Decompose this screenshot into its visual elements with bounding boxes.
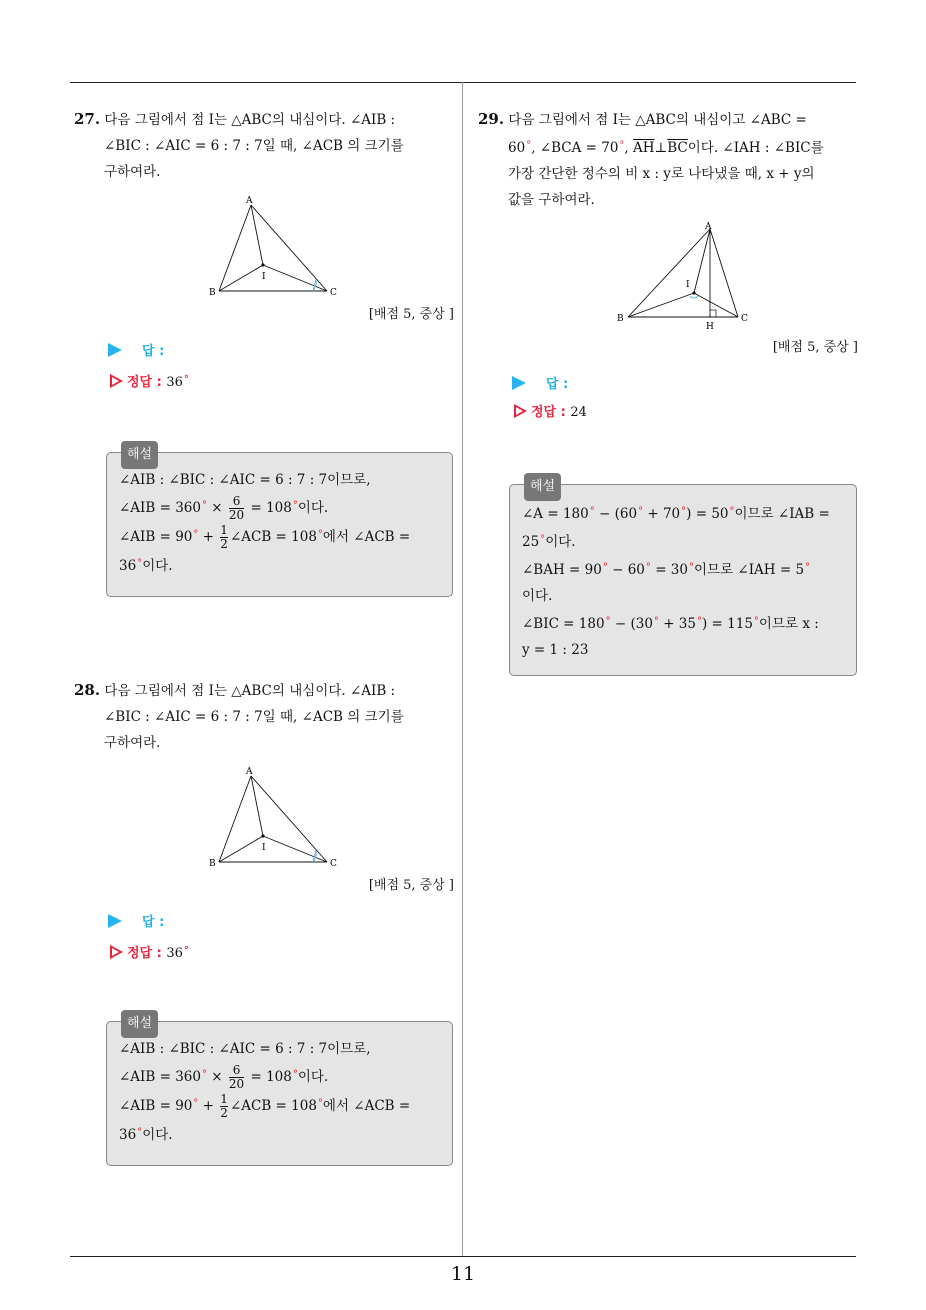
vertex-c-label: C bbox=[330, 859, 337, 869]
solution-tag: 해설 bbox=[524, 473, 561, 501]
solution-line-6: y = 1 : 23 bbox=[522, 642, 589, 658]
question-line-4: 값을 구하여라. bbox=[508, 192, 595, 208]
problem-number: 27. bbox=[74, 110, 101, 128]
answer-label: 답 : bbox=[546, 377, 569, 392]
question-line-3: 가장 간단한 정수의 비 x : y로 나타냈을 때, x + y의 bbox=[508, 166, 815, 182]
question-line-2: ∠BIC : ∠AIC = 6 : 7 : 7일 때, ∠ACB 의 크기를 bbox=[104, 138, 404, 154]
solution-line-1: ∠A = 180° − (60° + 70°) = 50°이므로 ∠IAB = bbox=[522, 506, 830, 522]
correct-label: 정답 : bbox=[531, 405, 566, 420]
question-text bbox=[74, 677, 454, 756]
solution-line-4: 36°이다. bbox=[119, 1127, 173, 1143]
solution-line-3: ∠AIB = 90° + $\frac{1}{2}$ ∠ACB = 108°에서 ∠ACB = bbox=[119, 1092, 411, 1120]
points-label: [배점 5, 중상 ] bbox=[368, 307, 454, 322]
column-divider bbox=[462, 82, 463, 1256]
vertex-a-label: A bbox=[246, 196, 253, 206]
solution-line-2: ∠AIB = 360° × $\frac{6}{20}$ = 108°이다. bbox=[119, 1063, 329, 1091]
triangle-figure bbox=[209, 764, 349, 869]
vertex-a-label: A bbox=[705, 222, 712, 232]
question-line-1: 다음 그림에서 점 I는 △ABC의 내심이다. ∠AIB : bbox=[104, 683, 396, 699]
question-text bbox=[478, 106, 858, 213]
correct-answer-row: 정답 : 36° bbox=[74, 366, 454, 397]
answer-label: 답 : bbox=[142, 915, 165, 930]
vertex-c-label: C bbox=[330, 288, 337, 298]
solution-box-29 bbox=[509, 479, 857, 676]
foot-h-label: H bbox=[706, 322, 714, 331]
correct-value: 36 bbox=[166, 375, 183, 390]
page-number: 11 bbox=[450, 1263, 476, 1285]
top-rule bbox=[70, 82, 856, 83]
problem-29 bbox=[478, 106, 858, 427]
question-line-1: 다음 그림에서 점 I는 △ABC의 내심이다. ∠AIB : bbox=[104, 112, 396, 128]
correct-label: 정답 : bbox=[127, 375, 162, 390]
solution-box-28 bbox=[106, 1016, 453, 1166]
question-line-1: 다음 그림에서 점 I는 △ABC의 내심이고 ∠ABC = bbox=[508, 112, 807, 128]
incenter-label: I bbox=[686, 280, 690, 290]
vertex-b-label: B bbox=[617, 314, 624, 324]
solution-line-4: 36°이다. bbox=[119, 558, 173, 574]
solution-tag: 해설 bbox=[121, 1010, 158, 1038]
problem-27 bbox=[74, 106, 454, 397]
triangle-figure bbox=[612, 221, 752, 331]
incenter-label: I bbox=[262, 843, 266, 853]
solution-tag: 해설 bbox=[121, 441, 158, 469]
points-label: [배점 5, 중상 ] bbox=[368, 878, 454, 893]
vertex-b-label: B bbox=[209, 859, 216, 869]
solution-line-2: 25°이다. bbox=[522, 534, 576, 550]
incenter-label: I bbox=[262, 272, 266, 282]
play-icon bbox=[108, 343, 122, 357]
triangle-figure bbox=[209, 193, 349, 298]
outline-triangle-icon bbox=[110, 945, 123, 959]
solution-line-1: ∠AIB : ∠BIC : ∠AIC = 6 : 7 : 7이므로, bbox=[119, 1041, 371, 1057]
solution-box-27 bbox=[106, 447, 453, 597]
correct-label: 정답 : bbox=[127, 946, 162, 961]
vertex-c-label: C bbox=[741, 314, 748, 324]
vertex-a-label: A bbox=[246, 767, 253, 777]
solution-line-3: ∠AIB = 90° + $\frac{1}{2}$ ∠ACB = 108°에서 ∠ACB = bbox=[119, 523, 411, 551]
play-icon bbox=[108, 914, 122, 928]
question-line-3: 구하여라. bbox=[104, 735, 161, 751]
points-label: [배점 5, 중상 ] bbox=[772, 340, 858, 355]
correct-value: 36 bbox=[166, 946, 183, 961]
bottom-rule bbox=[70, 1256, 856, 1257]
problem-number: 29. bbox=[478, 110, 505, 128]
solution-line-1: ∠AIB : ∠BIC : ∠AIC = 6 : 7 : 7이므로, bbox=[119, 472, 371, 488]
question-text bbox=[74, 106, 454, 185]
answer-row bbox=[74, 909, 454, 937]
vertex-b-label: B bbox=[209, 288, 216, 298]
problem-28 bbox=[74, 677, 454, 968]
question-line-3: 구하여라. bbox=[104, 164, 161, 180]
solution-line-3: ∠BAH = 90° − 60° = 30°이므로 ∠IAH = 5° bbox=[522, 562, 811, 578]
solution-line-4: 이다. bbox=[522, 588, 553, 604]
correct-answer-row: 정답 : 36° bbox=[74, 937, 454, 968]
answer-label: 답 : bbox=[142, 344, 165, 359]
correct-answer-row bbox=[478, 399, 858, 427]
outline-triangle-icon bbox=[514, 404, 527, 418]
play-icon bbox=[512, 376, 526, 390]
correct-value: 24 bbox=[570, 405, 587, 420]
question-line-2: ∠BIC : ∠AIC = 6 : 7 : 7일 때, ∠ACB 의 크기를 bbox=[104, 709, 404, 725]
answer-row bbox=[478, 371, 858, 399]
outline-triangle-icon bbox=[110, 374, 123, 388]
problem-number: 28. bbox=[74, 681, 101, 699]
answer-row bbox=[74, 338, 454, 366]
solution-line-2: ∠AIB = 360° × $\frac{6}{20}$ = 108°이다. bbox=[119, 494, 329, 522]
question-line-2: 60°, ∠BCA = 70°, $\overline{AH}\perp\overline{BC}$이다. ∠IAH : ∠BIC를 bbox=[508, 140, 824, 156]
solution-line-5: ∠BIC = 180° − (30° + 35°) = 115°이므로 x : bbox=[522, 616, 819, 632]
